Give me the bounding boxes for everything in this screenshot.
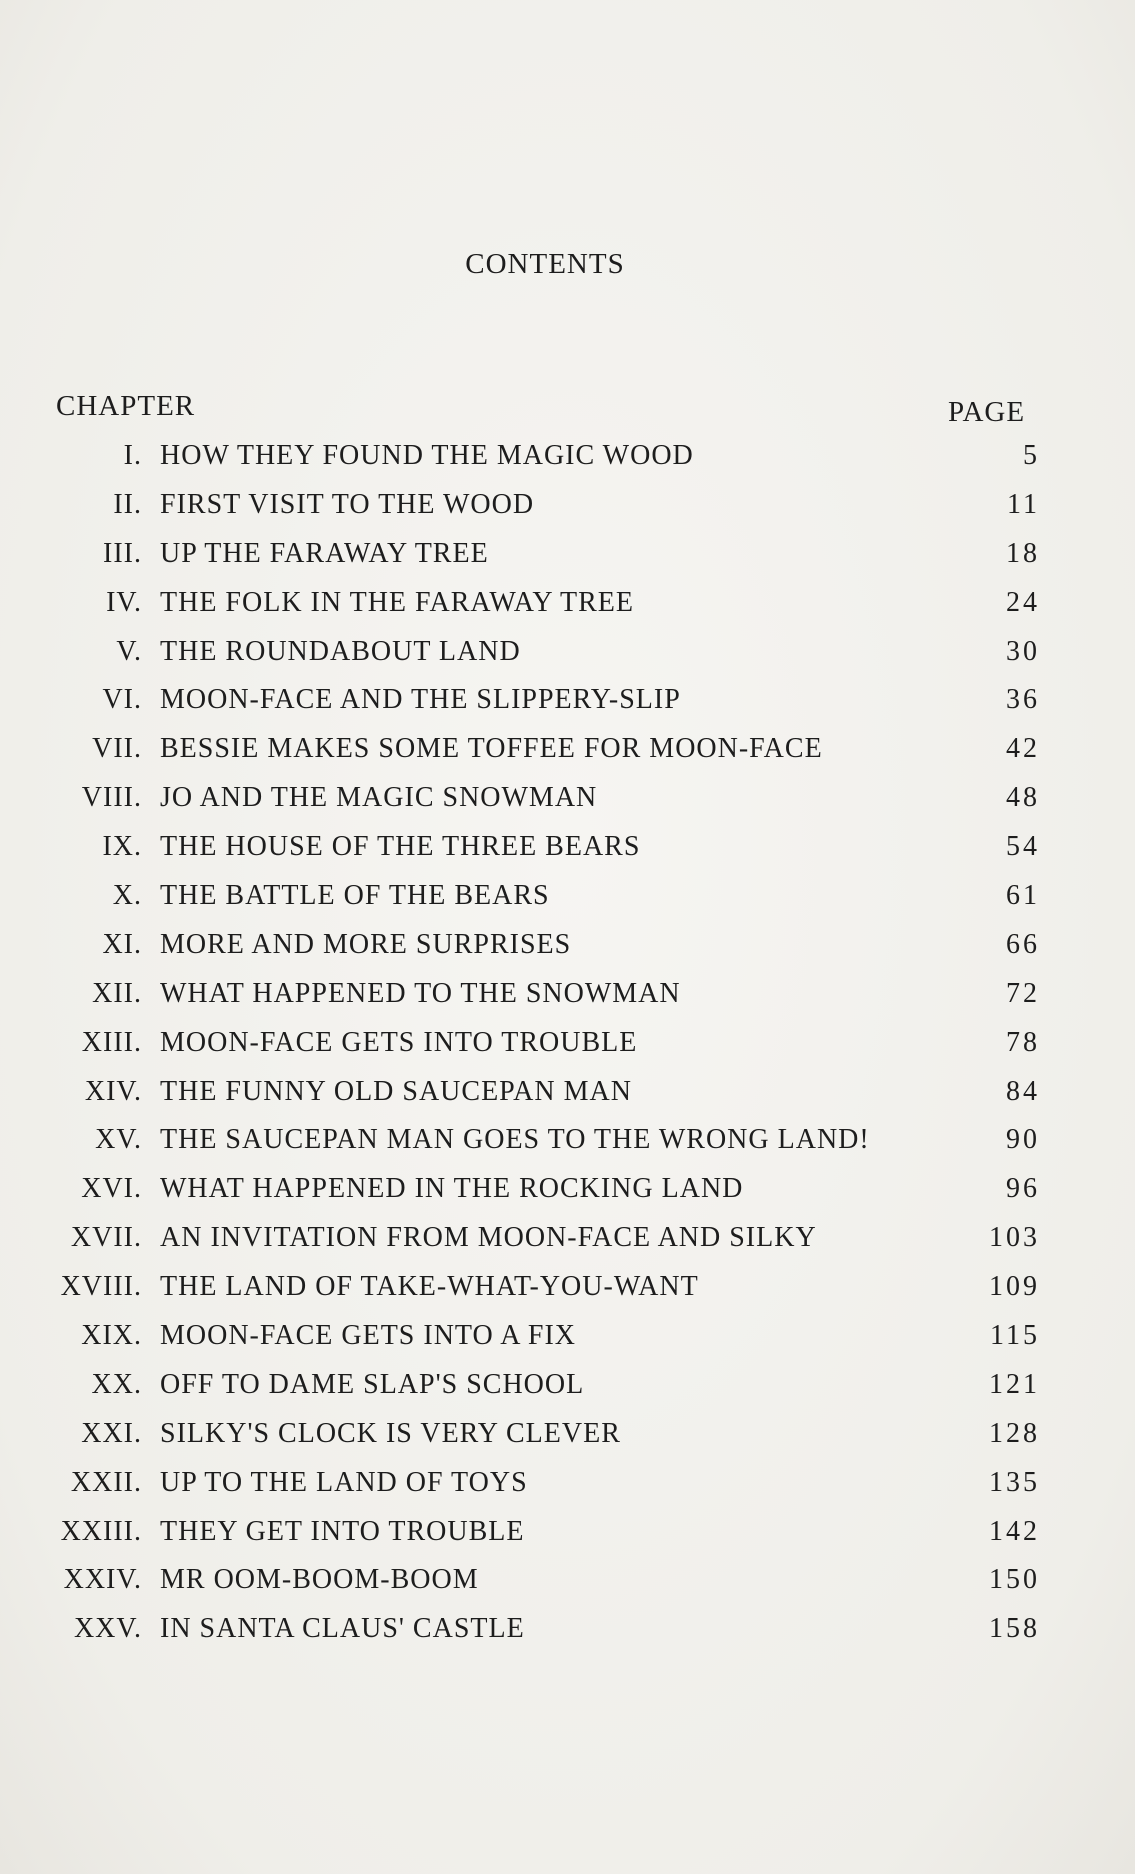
toc-entry: [0, 1564, 1135, 1613]
toc-entry: [0, 538, 1135, 587]
page-number: 48: [1006, 782, 1040, 814]
page-title: CONTENTS: [465, 248, 625, 280]
chapter-title: THE ROUNDABOUT LAND: [160, 635, 521, 667]
page-number: 90: [1006, 1124, 1040, 1156]
chapter-number: XI.: [102, 928, 142, 960]
chapter-title: AN INVITATION FROM MOON-FACE AND SILKY: [160, 1222, 817, 1254]
toc-entry: [0, 1467, 1135, 1516]
chapter-number: II.: [113, 488, 142, 520]
toc-entry: [0, 1369, 1135, 1418]
chapter-number: XVIII.: [60, 1271, 142, 1303]
chapter-title: MOON-FACE GETS INTO A FIX: [160, 1320, 576, 1352]
chapter-number: XV.: [95, 1124, 142, 1156]
chapter-title: MORE AND MORE SURPRISES: [160, 928, 572, 960]
toc-entry: [0, 440, 1135, 489]
chapter-title: BESSIE MAKES SOME TOFFEE FOR MOON-FACE: [160, 733, 823, 765]
page-number: 61: [1006, 880, 1040, 912]
chapter-title: HOW THEY FOUND THE MAGIC WOOD: [160, 440, 694, 471]
page-number: 150: [989, 1564, 1040, 1596]
chapter-number: XXI.: [81, 1417, 142, 1449]
chapter-number: X.: [112, 880, 142, 912]
toc-entry: [0, 1124, 1135, 1173]
page-number: 11: [1007, 488, 1040, 520]
chapter-title: THEY GET INTO TROUBLE: [160, 1515, 525, 1547]
page-number: 18: [1006, 537, 1040, 569]
chapter-number: XIV.: [84, 1075, 142, 1107]
page-number: 36: [1006, 684, 1040, 716]
chapter-number: III.: [103, 537, 142, 569]
toc-entry: [0, 1271, 1135, 1320]
chapter-title: SILKY'S CLOCK IS VERY CLEVER: [160, 1417, 621, 1449]
toc-entry: [0, 929, 1135, 978]
chapter-title: UP THE FARAWAY TREE: [160, 537, 489, 569]
chapter-number: XII.: [92, 977, 142, 1009]
toc-entry: [0, 1222, 1135, 1271]
page-number: 5: [1023, 440, 1040, 471]
page-number: 96: [1006, 1173, 1040, 1205]
chapter-title: THE FOLK IN THE FARAWAY TREE: [160, 586, 635, 618]
chapter-title: THE SAUCEPAN MAN GOES TO THE WRONG LAND!: [160, 1124, 870, 1156]
chapter-title: MOON-FACE AND THE SLIPPERY-SLIP: [160, 684, 681, 716]
page-number: 121: [989, 1368, 1040, 1400]
toc-entry: [0, 587, 1135, 636]
page-number: 24: [1006, 586, 1040, 618]
chapter-number: VI.: [102, 684, 142, 716]
chapter-number: XXIII.: [60, 1515, 142, 1547]
chapter-title: THE LAND OF TAKE-WHAT-YOU-WANT: [160, 1271, 699, 1303]
chapter-number: IX.: [102, 831, 142, 863]
chapter-column-header: CHAPTER: [56, 390, 196, 422]
toc-entry: [0, 733, 1135, 782]
page-number: 78: [1006, 1026, 1040, 1058]
chapter-number: VII.: [92, 733, 142, 765]
chapter-number: XXIV.: [63, 1564, 142, 1596]
toc-entry: [0, 1076, 1135, 1125]
chapter-title: MR OOM-BOOM-BOOM: [160, 1564, 479, 1596]
chapter-title: WHAT HAPPENED IN THE ROCKING LAND: [160, 1173, 744, 1205]
chapter-number: XX.: [91, 1368, 142, 1400]
chapter-number: IV.: [106, 586, 142, 618]
toc-entry: [0, 1027, 1135, 1076]
chapter-number: XIX.: [81, 1320, 142, 1352]
chapter-title: THE FUNNY OLD SAUCEPAN MAN: [160, 1075, 632, 1107]
page-number: 66: [1006, 928, 1040, 960]
chapter-number: XXII.: [70, 1466, 142, 1498]
chapter-title: THE BATTLE OF THE BEARS: [160, 880, 550, 912]
chapter-number: V.: [116, 635, 142, 667]
chapter-title: THE HOUSE OF THE THREE BEARS: [160, 831, 641, 863]
toc-entry: [0, 831, 1135, 880]
chapter-title: UP TO THE LAND OF TOYS: [160, 1466, 528, 1498]
toc-entry: [0, 1320, 1135, 1369]
page-column-header: PAGE: [948, 396, 1026, 428]
page-number: 103: [989, 1222, 1040, 1254]
toc-entry: [0, 1173, 1135, 1222]
toc-entry: [0, 1516, 1135, 1565]
page-number: 158: [989, 1613, 1040, 1645]
chapter-number: XVII.: [70, 1222, 142, 1254]
page-number: 72: [1006, 977, 1040, 1009]
page-number: 42: [1006, 733, 1040, 765]
page-number: 30: [1006, 635, 1040, 667]
contents-list: [0, 440, 1135, 1662]
toc-entry: [0, 1418, 1135, 1467]
chapter-title: WHAT HAPPENED TO THE SNOWMAN: [160, 977, 681, 1009]
chapter-title: FIRST VISIT TO THE WOOD: [160, 488, 535, 520]
page-number: 84: [1006, 1075, 1040, 1107]
toc-entry: [0, 978, 1135, 1027]
toc-entry: [0, 782, 1135, 831]
page-number: 142: [989, 1515, 1040, 1547]
chapter-title: JO AND THE MAGIC SNOWMAN: [160, 782, 598, 814]
toc-entry: [0, 880, 1135, 929]
chapter-title: OFF TO DAME SLAP'S SCHOOL: [160, 1368, 585, 1400]
chapter-title: MOON-FACE GETS INTO TROUBLE: [160, 1026, 638, 1058]
chapter-title: IN SANTA CLAUS' CASTLE: [160, 1613, 525, 1645]
chapter-number: XXV.: [73, 1613, 142, 1645]
page-number: 109: [989, 1271, 1040, 1303]
chapter-number: XIII.: [81, 1026, 142, 1058]
chapter-number: I.: [123, 440, 142, 471]
page-number: 135: [989, 1466, 1040, 1498]
page-number: 54: [1006, 831, 1040, 863]
chapter-number: XVI.: [81, 1173, 142, 1205]
page-number: 115: [990, 1320, 1040, 1352]
chapter-number: VIII.: [81, 782, 142, 814]
toc-entry: [0, 684, 1135, 733]
toc-entry: [0, 1613, 1135, 1662]
page-number: 128: [989, 1417, 1040, 1449]
toc-entry: [0, 636, 1135, 685]
toc-entry: [0, 489, 1135, 538]
